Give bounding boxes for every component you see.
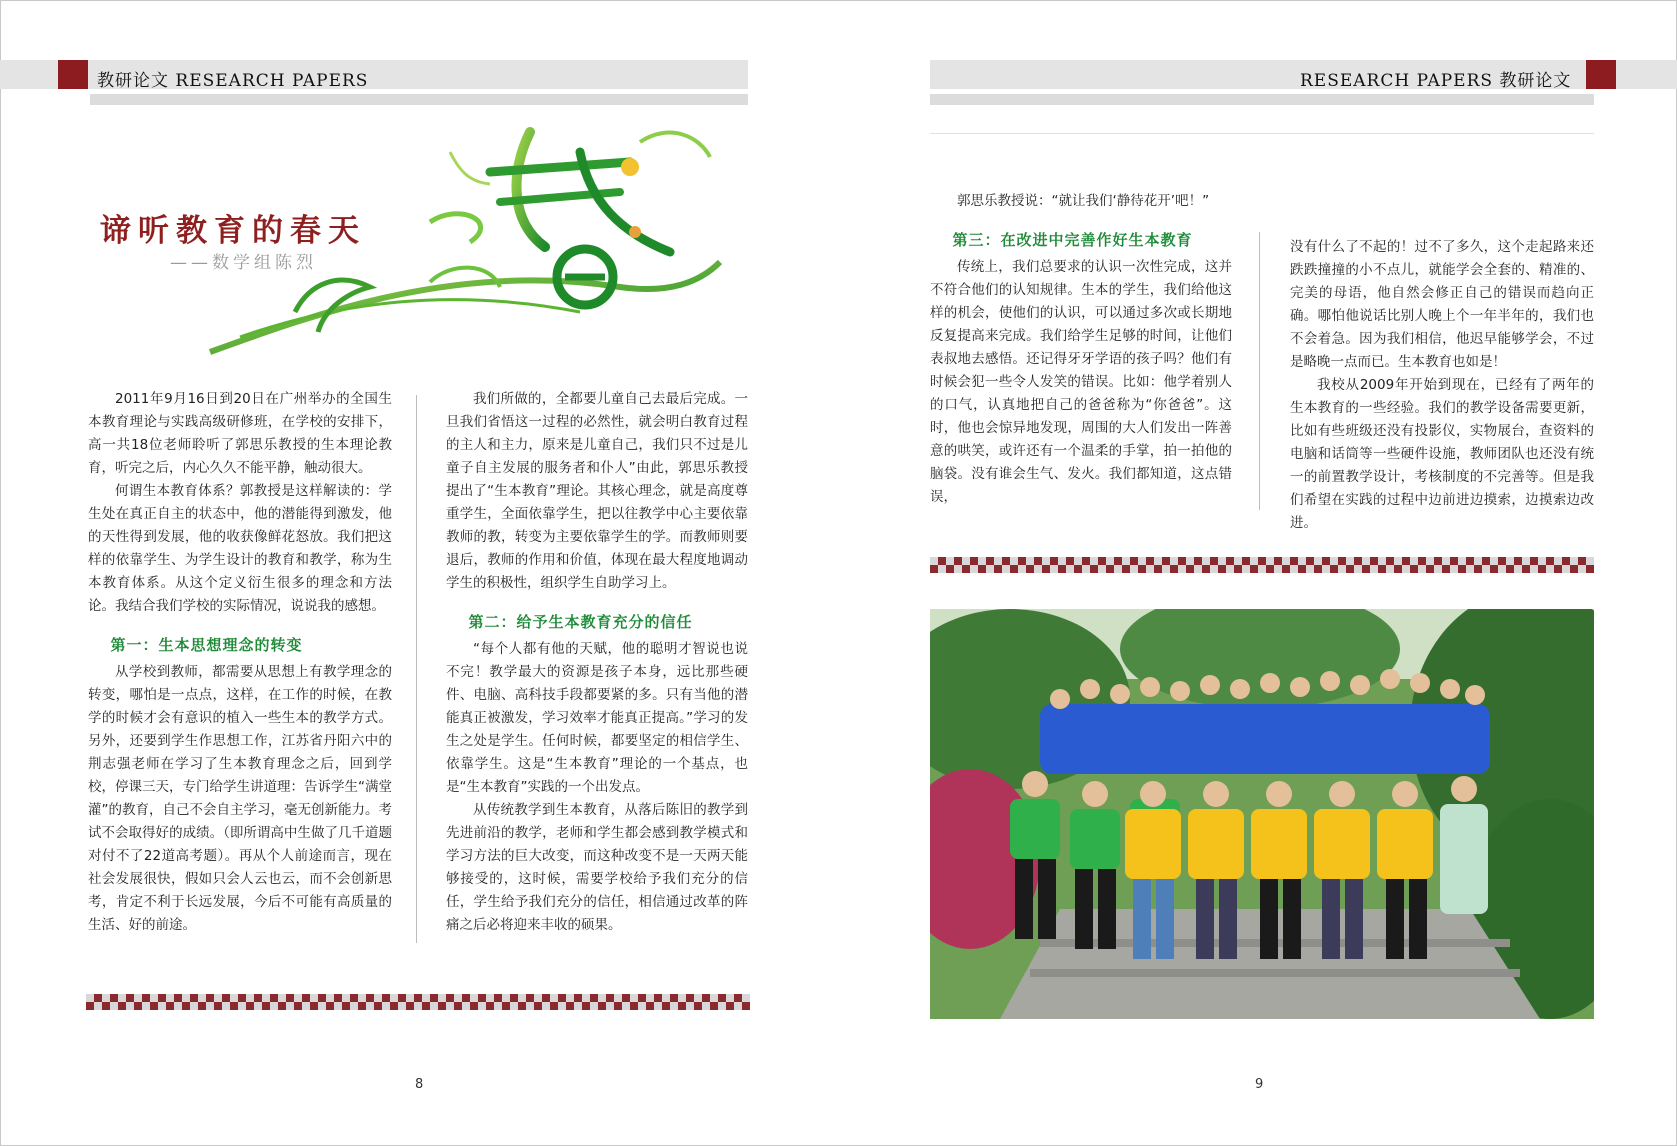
group-photo <box>930 609 1594 1019</box>
header-strip-right-edge <box>1616 60 1677 89</box>
left-page-column-1 <box>88 388 392 937</box>
group-photo-illustration <box>930 609 1594 1019</box>
column-divider-left <box>416 395 417 943</box>
header-text-right: RESEARCH PAPERS 教研论文 <box>1300 71 1572 91</box>
page-number-left: 8 <box>415 1077 424 1092</box>
header-red-block-left <box>58 60 88 89</box>
section-heading-3: 第三：在改进中完善作好生本教育 <box>952 231 1193 249</box>
paragraph: 没有什么了不起的！过不了多久，这个走起路来还跌跌撞撞的小不点儿，就能学会全套的、精准的、完美的母语，他自然会修正自己的错误而趋向正确。哪怕他说话比别人晚上个一年半年的，我们也不会着急。因为我们相信，他迟早能够学会，不过是略晚一点而已。生本教育也如是！ <box>1290 239 1594 370</box>
checker-divider-right <box>930 557 1594 573</box>
article-byline: ——数学组陈烈 <box>170 253 317 273</box>
paragraph: 我校从2009年开始到现在，已经有了两年的生本教育的一些经验。我们的教学设备需要更新，比如有些班级还没有投影仪，实物展台，查资料的电脑和话筒等一些硬件设施，教师团队也还没有统一的前置教学设计，考核制度的不完善等。但是我们希望在实践的过程中边前进边摸索，边摸索边改进。 <box>1290 377 1594 531</box>
paragraph: 传统上，我们总要求的认识一次性完成，这并不符合他们的认知规律。生本的学生，我们给他这样的机会，使他们的认识，可以通过多次或长期地反复提高来完成。我们给学生足够的时间，让他们表叔地去感悟。还记得牙牙学语的孩子吗？他们有时候会犯一些令人发笑的错误。比如：他学着别人的口气，认真地把自己的爸爸称为“你爸爸”。这时，他也会惊异地发现，周围的大人们发出一阵善意的哄笑，或许还有一个温柔的手掌，拍一拍他的脑袋。没有谁会生气、发火。我们都知道，这点错误， <box>930 259 1232 505</box>
page-number-right: 9 <box>1255 1077 1264 1092</box>
section-heading-1: 第一：生本思想理念的转变 <box>110 636 303 654</box>
header-text-left: 教研论文 RESEARCH PAPERS <box>97 71 369 91</box>
header-underbar-right <box>930 94 1594 105</box>
header-strip-left-edge <box>0 60 58 89</box>
right-page-column-2 <box>1290 236 1594 535</box>
article-title: 谛听教育的春天 <box>100 213 366 249</box>
paragraph: 我们所做的，全都要儿童自己去最后完成。一旦我们省悟这一过程的必然性，就会明白教育过程的主人和主力，原来是儿童自己，我们只不过是儿童子自主发展的服务者和仆人”由此，郭思乐教授提出了“生本教育”理论。其核心理念，就是高度尊重学生，全面依靠学生，把以往教学中心主要依靠教师的教，转变为主要依靠学生的学。而教师则要退后，教师的作用和价值，体现在最大程度地调动学生的积极性，组织学生自助学习上。 <box>446 391 748 591</box>
paragraph: 从学校到教师，都需要从思想上有教学理念的转变，哪怕是一点点，这样，在工作的时候，在教学的时候才会有意识的植入一些生本的教学方式。另外，还要到学生作思想工作，江苏省丹阳六中的荆志强老师在学习了生本教育理念之后，回到学校，停课三天，专门给学生讲道理：告诉学生“满堂灌”的教育，自己不会自主学习，毫无创新能力。考试不会取得好的成绩。（即所谓高中生做了几千道题对付不了22道高考题）。再从个人前途而言，现在社会发展很快，假如只会人云也云，而不会创新思考，肯定不利于长远发展，今后不可能有高质量的生活、好的前途。 <box>88 664 392 933</box>
paragraph: 何谓生本教育体系？郭教授是这样解读的：学生处在真正自主的状态中，他的潜能得到激发，他的天性得到发展，他的收获像鲜花怒放。我们把这样的依靠学生、为学生设计的教育和教学，称为生本教育体系。从这个定义衍生很多的理念和方法论。我结合我们学校的实际情况，说说我的感想。 <box>88 483 392 614</box>
column-divider-right <box>1259 232 1260 510</box>
paragraph: 从传统教学到生本教育，从落后陈旧的教学到先进前沿的教学，老师和学生都会感到教学模式和学习方法的巨大改变，而这种改变不是一天两天能够接受的，这时候，需要学校给予我们充分的信任，学生给予我们充分的信任，相信通过改革的阵痛之后必将迎来丰收的硕果。 <box>446 802 748 933</box>
header-underbar-left <box>90 94 748 105</box>
header-red-block-right <box>1586 60 1616 89</box>
paragraph: 郭思乐教授说：“就让我们‘静待花开’吧！” <box>957 193 1210 209</box>
paragraph: “每个人都有他的天赋，他的聪明才智说也说不完！教学最大的资源是孩子本身，远比那些硬件、电脑、高科技手段都要紧的多。只有当他的潜能真正被激发，学习效率才能真正提高。”学习的发生之处是学生。任何时候，都要坚定的相信学生、依靠学生。这是“生本教育”理论的一个基点，也是“生本教育”实践的一个出发点。 <box>446 641 748 795</box>
paragraph: 2011年9月16日到20日在广州举办的全国生本教育理论与实践高级研修班，在学校的安排下，高一共18位老师聆听了郭思乐教授的生本理论教育，听完之后，内心久久不能平静，触动很大。 <box>88 391 392 476</box>
section-heading-2: 第二：给予生本教育充分的信任 <box>468 613 693 631</box>
checker-divider-left <box>86 994 750 1010</box>
right-top-rule <box>930 133 1594 134</box>
right-page-column-1 <box>930 190 1232 509</box>
left-page-column-2 <box>446 388 748 937</box>
